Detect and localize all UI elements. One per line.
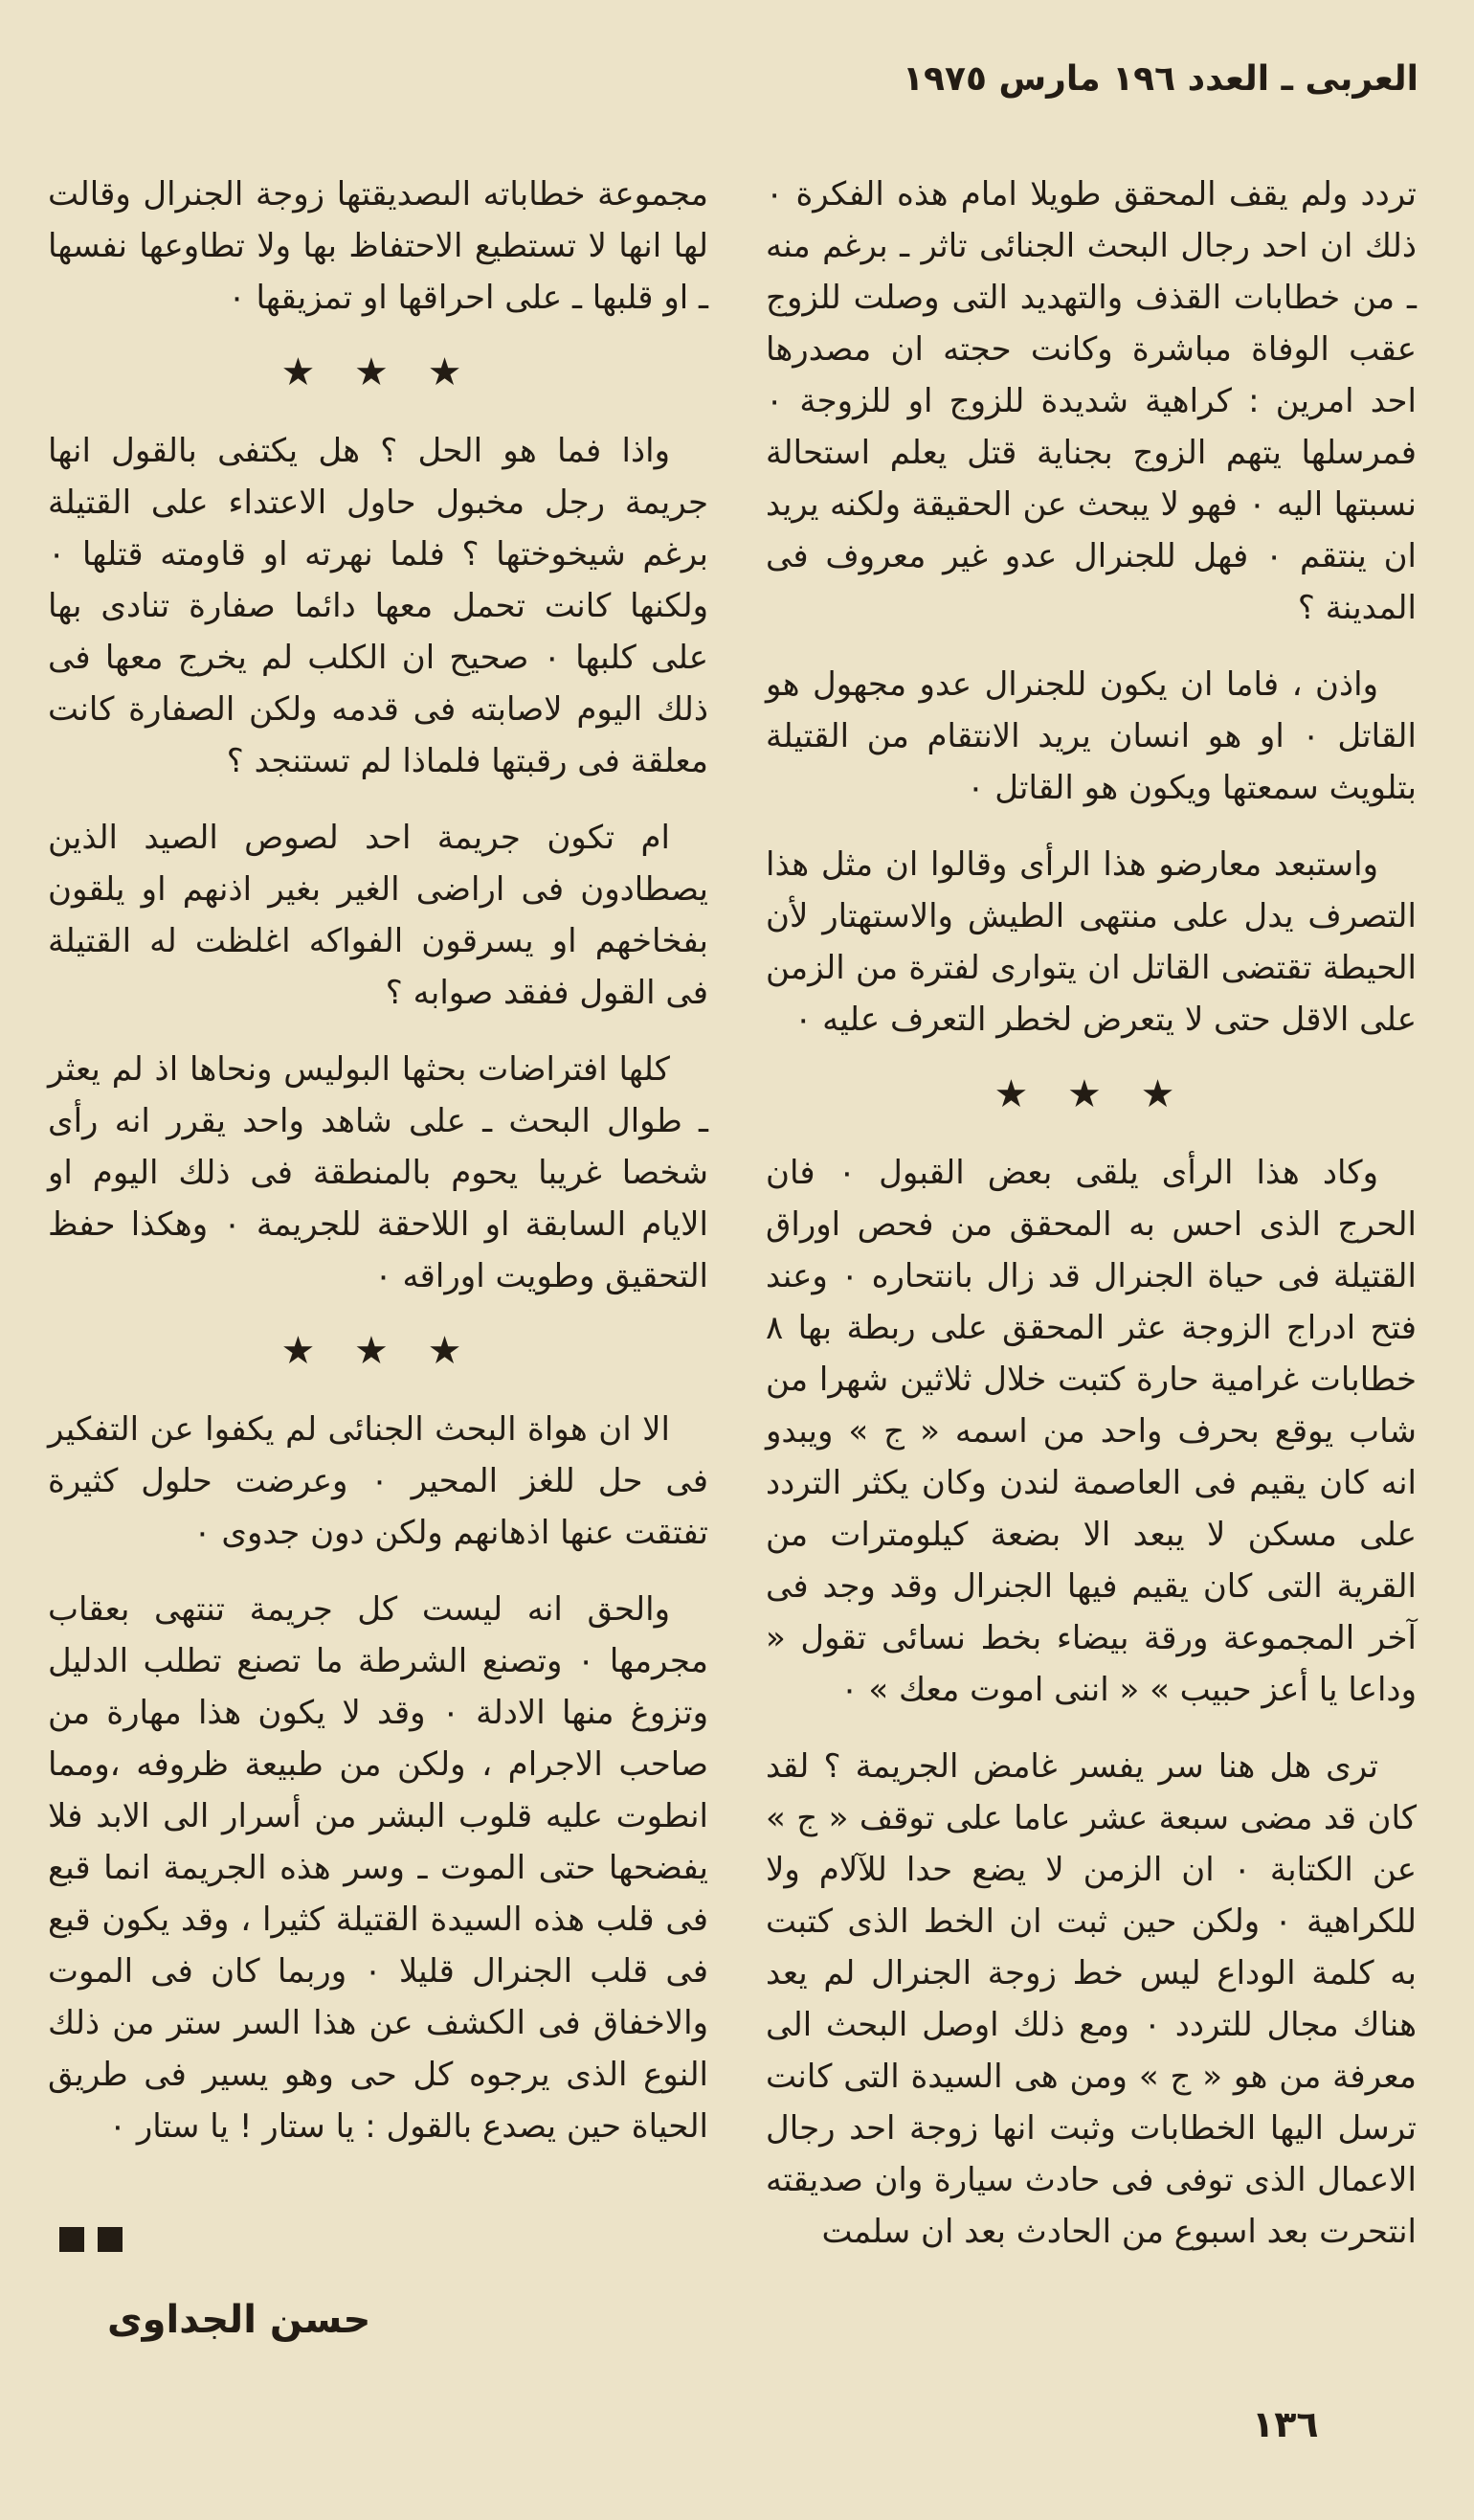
right-column	[766, 169, 1417, 2283]
paragraph: والحق انه ليست كل جريمة تنتهى بعقاب مجرمها ٠ وتصنع الشرطة ما تصنع تطلب الدليل وتزوغ منها الادلة ٠ وقد لا يكون هذا مهارة من صاحب الاجرام ، ولكن من طبيعة ظروفه ،ومما انطوت عليه قلوب البشر من أسرار الى الابد فلا يفضحها حتى الموت ـ وسر هذه الجريمة انما قبع فى قلب هذه السيدة القتيلة كثيرا ، وقد يكون قبع فى قلب الجنرال قليلا ٠ وربما كان فى الموت والاخفاق فى الكشف عن هذا السر ستر من ذلك النوع الذى يرجوه كل حى وهو يسير فى طريق الحياة حين يصدع بالقول : يا ستار ! يا ستار ٠	[48, 1590, 708, 2146]
paragraph: واستبعد معارضو هذا الرأى وقالوا ان مثل هذا التصرف يدل على منتهى الطيش والاستهتار لأن الحيطة تقتضى القاتل ان يتوارى لفترة من الزمن على الاقل حتى لا يتعرض لخطر التعرف عليه ٠	[766, 845, 1417, 1039]
end-square-icon	[98, 2227, 123, 2252]
paragraph: مجموعة خطاباته الىصديقتها زوجة الجنرال وقالت لها انها لا تستطيع الاحتفاظ بها ولا تطاوعها نفسها ـ او قلبها ـ على احراقها او تمزيقها ٠	[48, 175, 708, 317]
section-divider-stars: ★ ★ ★	[994, 1072, 1189, 1116]
paragraph: الا ان هواة البحث الجنائى لم يكفوا عن التفكير فى حل للغز المحير ٠ وعرضت حلول كثيرة تفتقت عنها اذهانهم ولكن دون جدوى ٠	[48, 1410, 709, 1552]
running-header: العربى ـ العدد ١٩٦ مارس ١٩٧٥	[903, 59, 1418, 99]
paragraph: تردد ولم يقف المحقق طويلا امام هذه الفكرة ٠ ذلك ان احد رجال البحث الجنائى تاثر ـ برغم منه ـ من خطابات القذف والتهديد التى وصلت للزوج عقب الوفاة مباشرة وكانت حجته ان مصدرها احد امرين : كراهية شديدة للزوج او للزوجة ٠ فمرسلها يتهم الزوج بجناية قتل يعلم استحالة نسبتها اليه ٠ فهو لا يبحث عن الحقيقة ولكنه يريد ان ينتقم ٠ فهل للجنرال عدو غير معروف فى المدينة ؟	[766, 175, 1418, 627]
section-divider-stars: ★ ★ ★	[280, 1329, 476, 1373]
paragraph: كلها افتراضات بحثها البوليس ونحاها اذ لم يعثر ـ طوال البحث ـ على شاهد واحد يقرر انه رأى شخصا غريبا يحوم بالمنطقة فى ذلك اليوم او الايام السابقة او اللاحقة للجريمة ٠ وهكذا حفظ التحقيق وطويت اوراقه ٠	[48, 1050, 708, 1295]
end-square-icon	[59, 2227, 84, 2252]
paragraph: ام تكون جريمة احد لصوص الصيد الذين يصطادون فى اراضى الغير بغير اذنهم او يلقون بفخاخهم او يسرقون الفواكه اغلظت له القتيلة فى القول ففقد صوابه ؟	[48, 819, 708, 1012]
paragraph: واذن ، فاما ان يكون للجنرال عدو مجهول هو القاتل ٠ او هو انسان يريد الانتقام من القتيلة بتلويث سمعتها ويكون هو القاتل ٠	[766, 665, 1417, 807]
page-number: ١٣٦	[1252, 2403, 1319, 2445]
paragraph: ترى هل هنا سر يفسر غامض الجريمة ؟ لقد كان قد مضى سبعة عشر عاما على توقف « ج » عن الكتابة ٠ ان الزمن لا يضع حدا للآلام ولا للكراهية ٠ ولكن حين ثبت ان الخط الذى كتبت به كلمة الوداع ليس خط زوجة الجنرال لم يعد هناك مجال للتردد ٠ ومع ذلك اوصل البحث الى معرفة من هو « ج » ومن هى السيدة التى كانت ترسل اليها الخطابات وثبت انها زوجة احد رجال الاعمال الذى توفى فى حادث سيارة وان صديقته انتحرت بعد اسبوع من الحادث بعد ان سلمت	[766, 1747, 1417, 2251]
paragraph: وكاد هذا الرأى يلقى بعض القبول ٠ فان الحرج الذى احس به المحقق من فحص اوراق القتيلة فى حياة الجنرال قد زال بانتحاره ٠ وعند فتح ادراج الزوجة عثر المحقق على ربطة بها ٨ خطابات غرامية حارة كتبت خلال ثلاثين شهرا من شاب يوقع بحرف واحد من اسمه « ج » ويبدو انه كان يقيم فى العاصمة لندن وكان يكثر التردد على مسكن لا يبعد الا بضعة كيلومترات من القرية التى كان يقيم فيها الجنرال وقد وجد فى آخر المجموعة ورقة بيضاء بخط نسائى تقول « وداعا يا أعز حبيب » « اننى اموت معك » ٠	[766, 1154, 1417, 1709]
end-of-article-mark	[59, 2227, 123, 2252]
section-divider-stars: ★ ★ ★	[280, 350, 476, 394]
paragraph: واذا فما هو الحل ؟ هل يكتفى بالقول انها جريمة رجل مخبول حاول الاعتداء على القتيلة برغم شيخوختها ؟ فلما نهرته او قاومته قتلها ٠ ولكنها كانت تحمل معها دائما صفارة تنادى بها على كلبها ٠ صحيح ان الكلب لم يخرج معها فى ذلك اليوم لاصابته فى قدمه ولكن الصفارة كانت معلقة فى رقبتها فلماذا لم تستنجد ؟	[48, 432, 708, 780]
author-signature: حسن الجداوى	[107, 2298, 371, 2342]
left-column	[48, 169, 708, 2177]
